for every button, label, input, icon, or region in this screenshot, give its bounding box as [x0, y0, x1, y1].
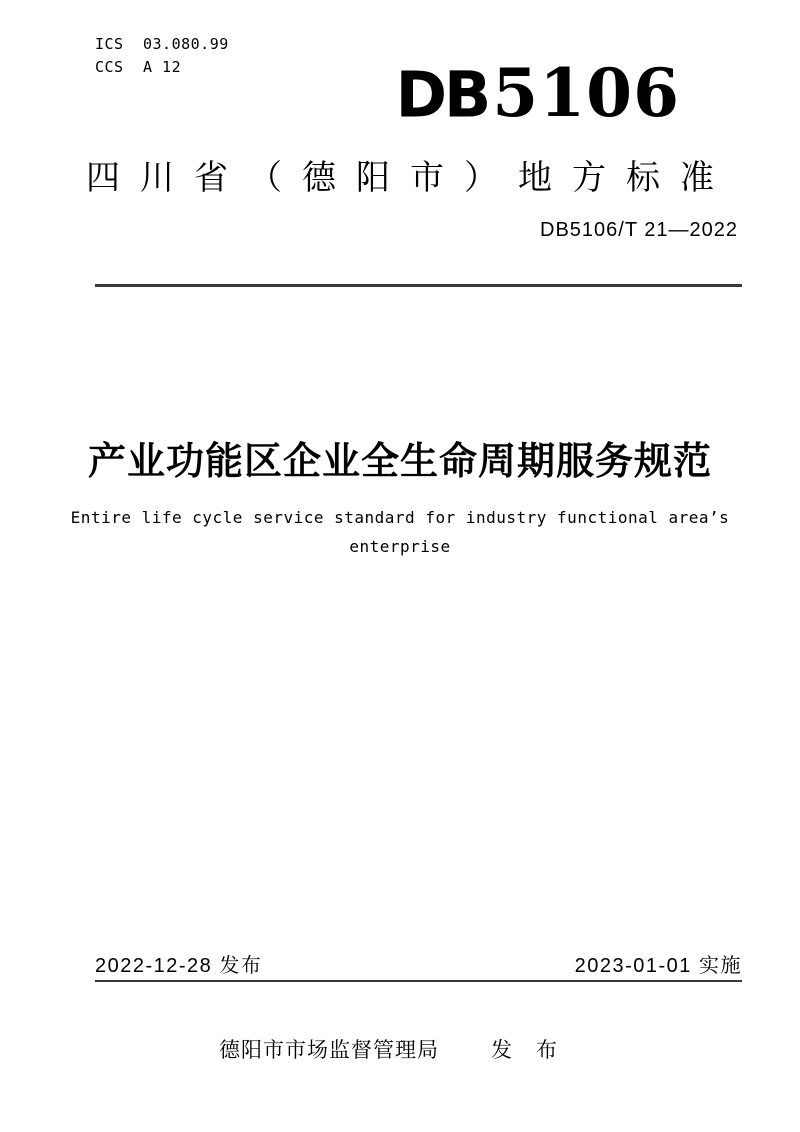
db5106-logo	[395, 54, 680, 132]
ics-code-row	[95, 33, 229, 56]
standard-number: DB5106/T 21—2022	[540, 219, 738, 241]
publisher-name: 德阳市市场监督管理局	[219, 1039, 439, 1062]
logo-db-letters: DB	[395, 57, 489, 132]
implementation-date: 2023-01-01 实施	[574, 955, 742, 977]
logo-region-number: 5106	[492, 54, 680, 132]
classification-codes	[95, 33, 229, 79]
publisher-row	[0, 1034, 800, 1064]
ccs-label: CCS	[95, 58, 124, 76]
ccs-value: A 12	[143, 58, 182, 76]
publish-label: 发布	[491, 1039, 581, 1062]
ics-value: 03.080.99	[143, 35, 229, 53]
document-title-english	[0, 503, 800, 561]
english-title-line1: Entire life cycle service standard for industry functional area’s	[70, 508, 730, 527]
footer-divider-rule	[95, 980, 742, 982]
document-title: 产业功能区企业全生命周期服务规范	[87, 441, 712, 483]
ics-label: ICS	[95, 35, 124, 53]
dates-row	[95, 949, 742, 978]
english-title-line2: enterprise	[349, 537, 451, 556]
issue-date: 2022-12-28 发布	[95, 955, 263, 977]
ccs-code-row	[95, 56, 229, 79]
header-divider-rule	[95, 284, 742, 287]
local-standard-header: 四川省（德阳市）地方标准	[86, 159, 734, 197]
